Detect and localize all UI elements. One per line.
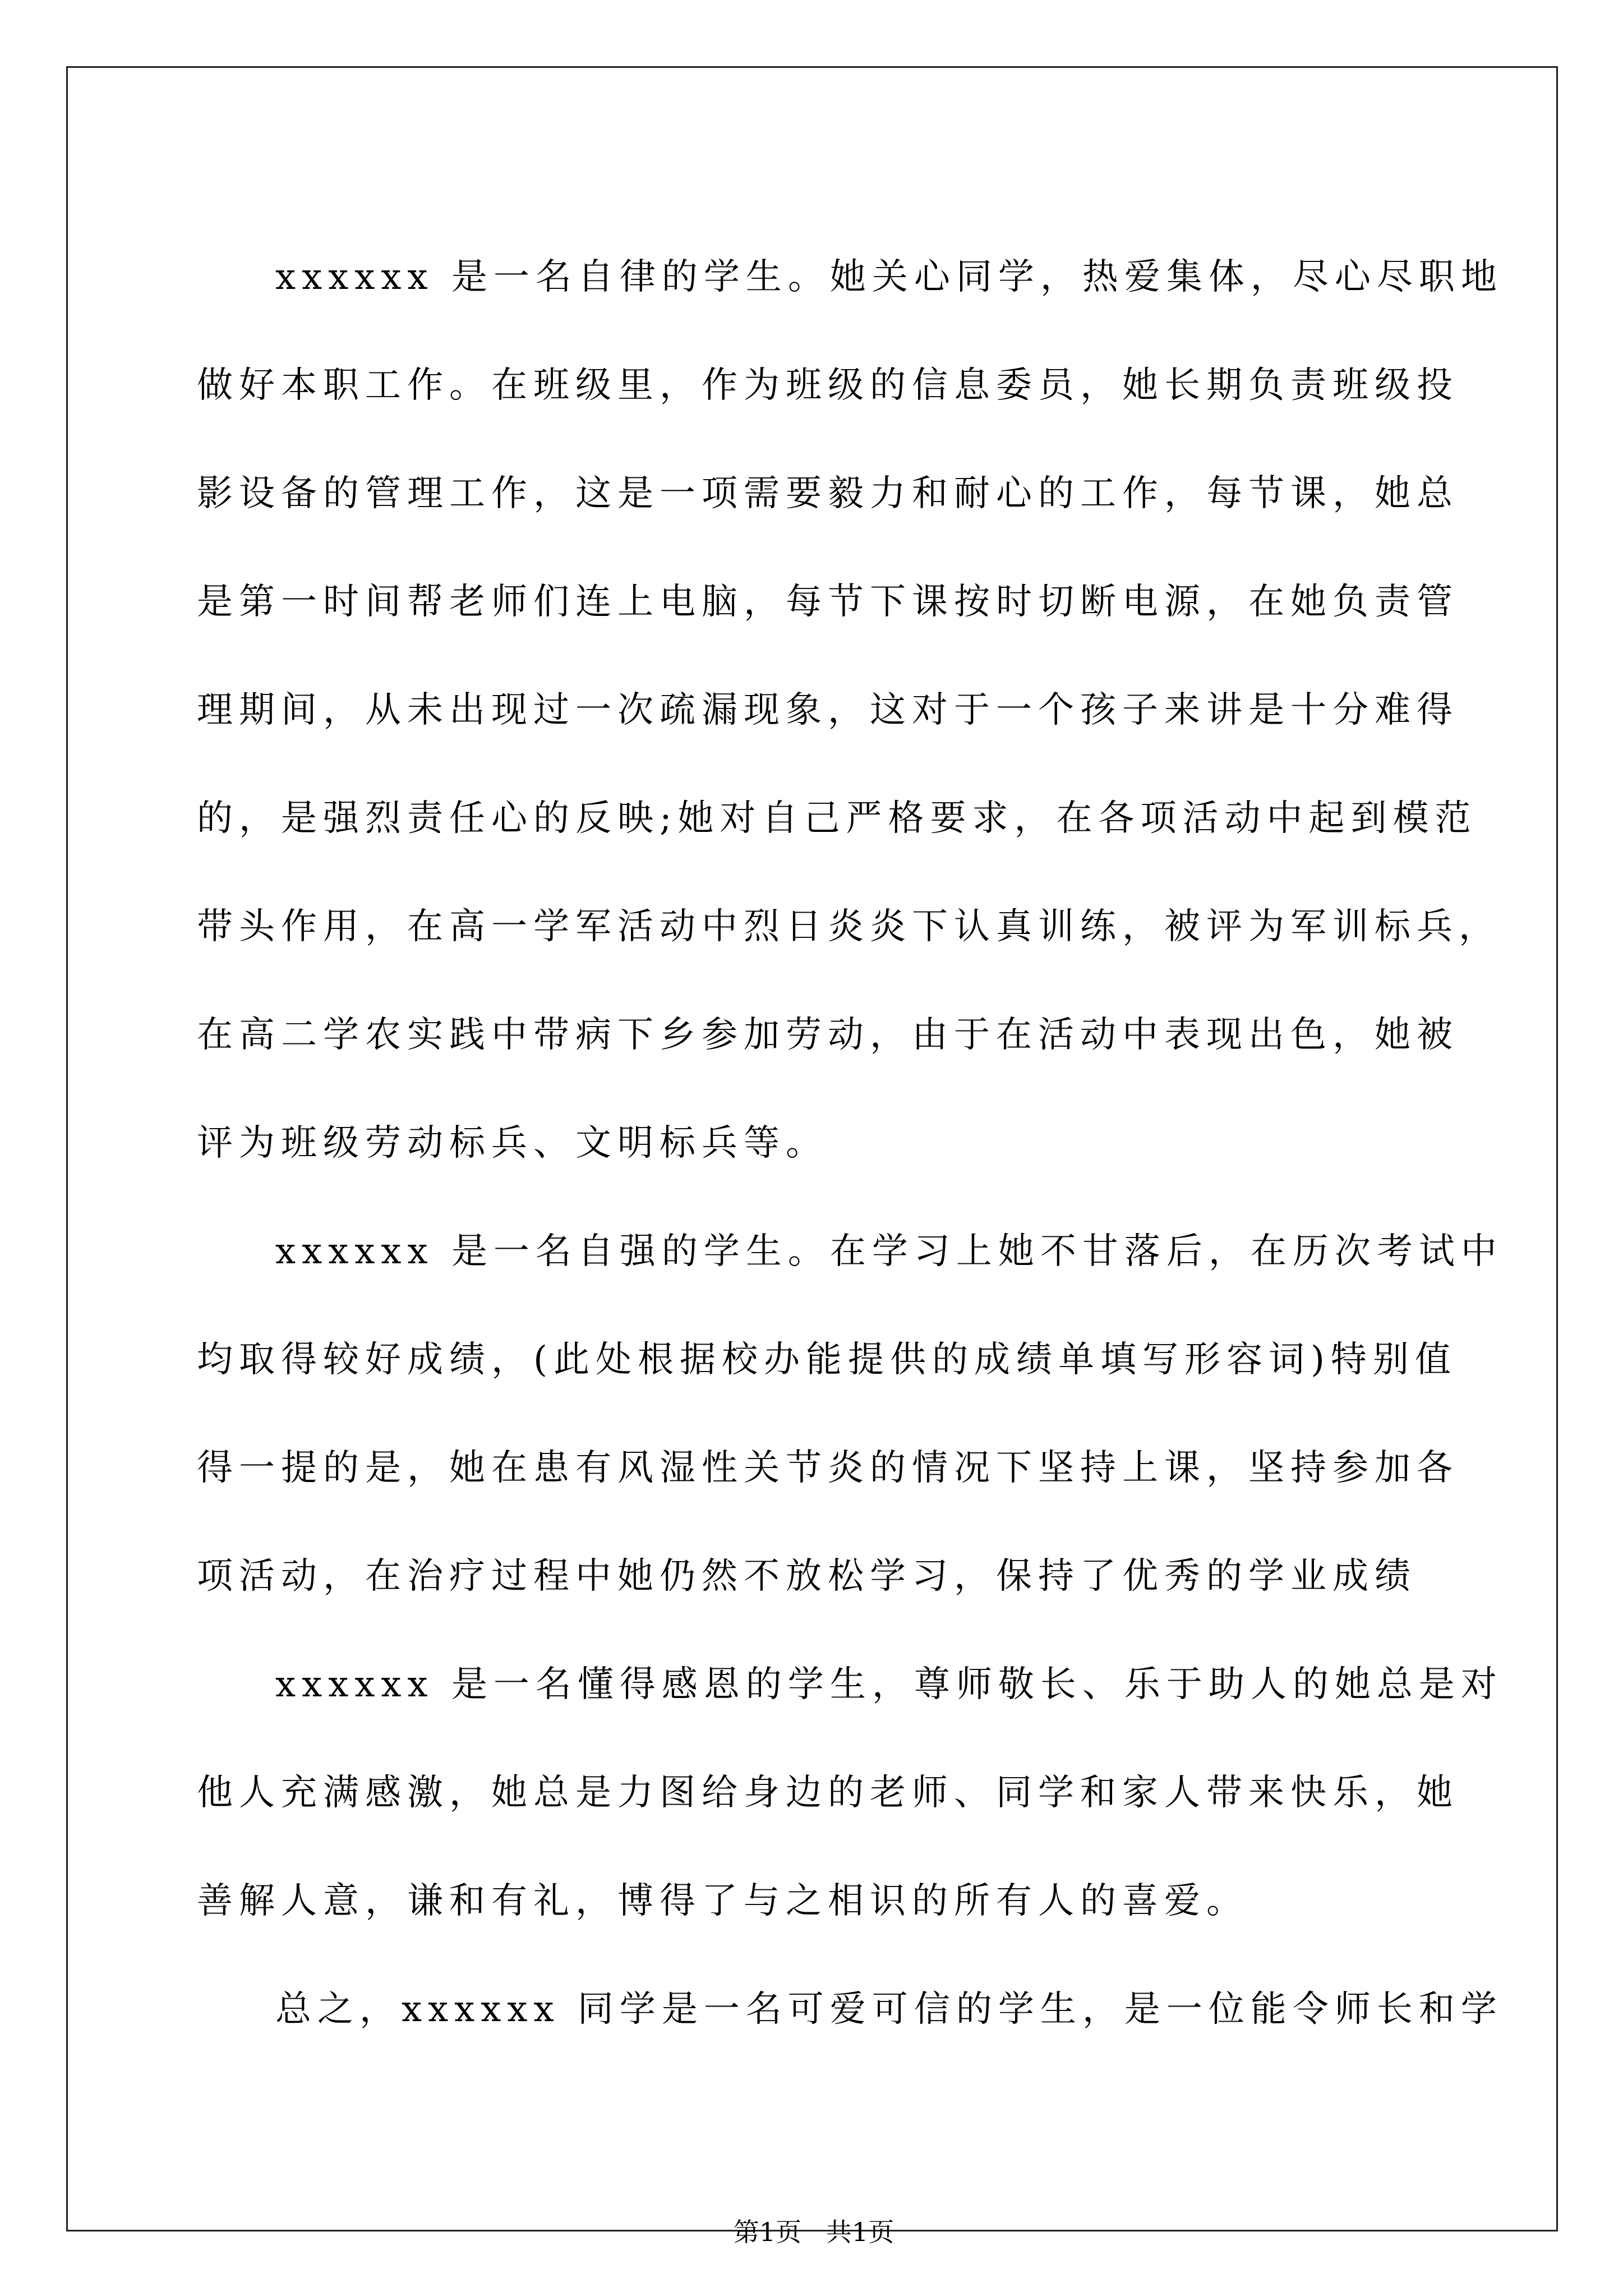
text-line: 他人充满感激，她总是力图给身边的老师、同学和家人带来快乐，她 [197,1772,1459,1814]
text-line: 带头作用，在高一学军活动中烈日炎炎下认真训练，被评为军训标兵， [197,906,1501,947]
text-line: 是第一时间帮老师们连上电脑，每节下课按时切断电源，在她负责管 [197,581,1459,623]
text-line: 均取得较好成绩，(此处根据校办能提供的成绩单填写形容词)特别值 [197,1339,1457,1381]
text-line: 得一提的是，她在患有风湿性关节炎的情况下坚持上课，坚持参加各 [197,1447,1459,1489]
page-footer: 第1页 共1页 [733,2217,895,2247]
text-line: 评为班级劳动标兵、文明标兵等。 [197,1122,828,1164]
text-line: xxxxxx 是一名懂得感恩的学生，尊师敬长、乐于助人的她总是对 [275,1664,1503,1705]
text-line: 总之，xxxxxx 同学是一名可爱可信的学生，是一位能令师长和学 [275,1989,1503,2030]
text-line: xxxxxx 是一名自强的学生。在学习上她不甘落后，在历次考试中 [275,1231,1503,1272]
text-line: xxxxxx 是一名自律的学生。她关心同学，热爱集体，尽心尽职地 [275,256,1503,298]
text-line: 理期间，从未出现过一次疏漏现象，这对于一个孩子来讲是十分难得 [197,689,1459,731]
text-line: 在高二学农实践中带病下乡参加劳动，由于在活动中表现出色，她被 [197,1014,1459,1056]
text-line: 影设备的管理工作，这是一项需要毅力和耐心的工作，每节课，她总 [197,473,1459,514]
text-line: 项活动，在治疗过程中她仍然不放松学习，保持了优秀的学业成绩 [197,1556,1417,1597]
text-line: 的，是强烈责任心的反映;她对自己严格要求，在各项活动中起到模范 [197,798,1477,839]
text-line: 善解人意，谦和有礼，博得了与之相识的所有人的喜爱。 [197,1880,1248,1922]
page-frame [66,66,1558,2247]
text-line: 做好本职工作。在班级里，作为班级的信息委员，她长期负责班级投 [197,365,1459,406]
